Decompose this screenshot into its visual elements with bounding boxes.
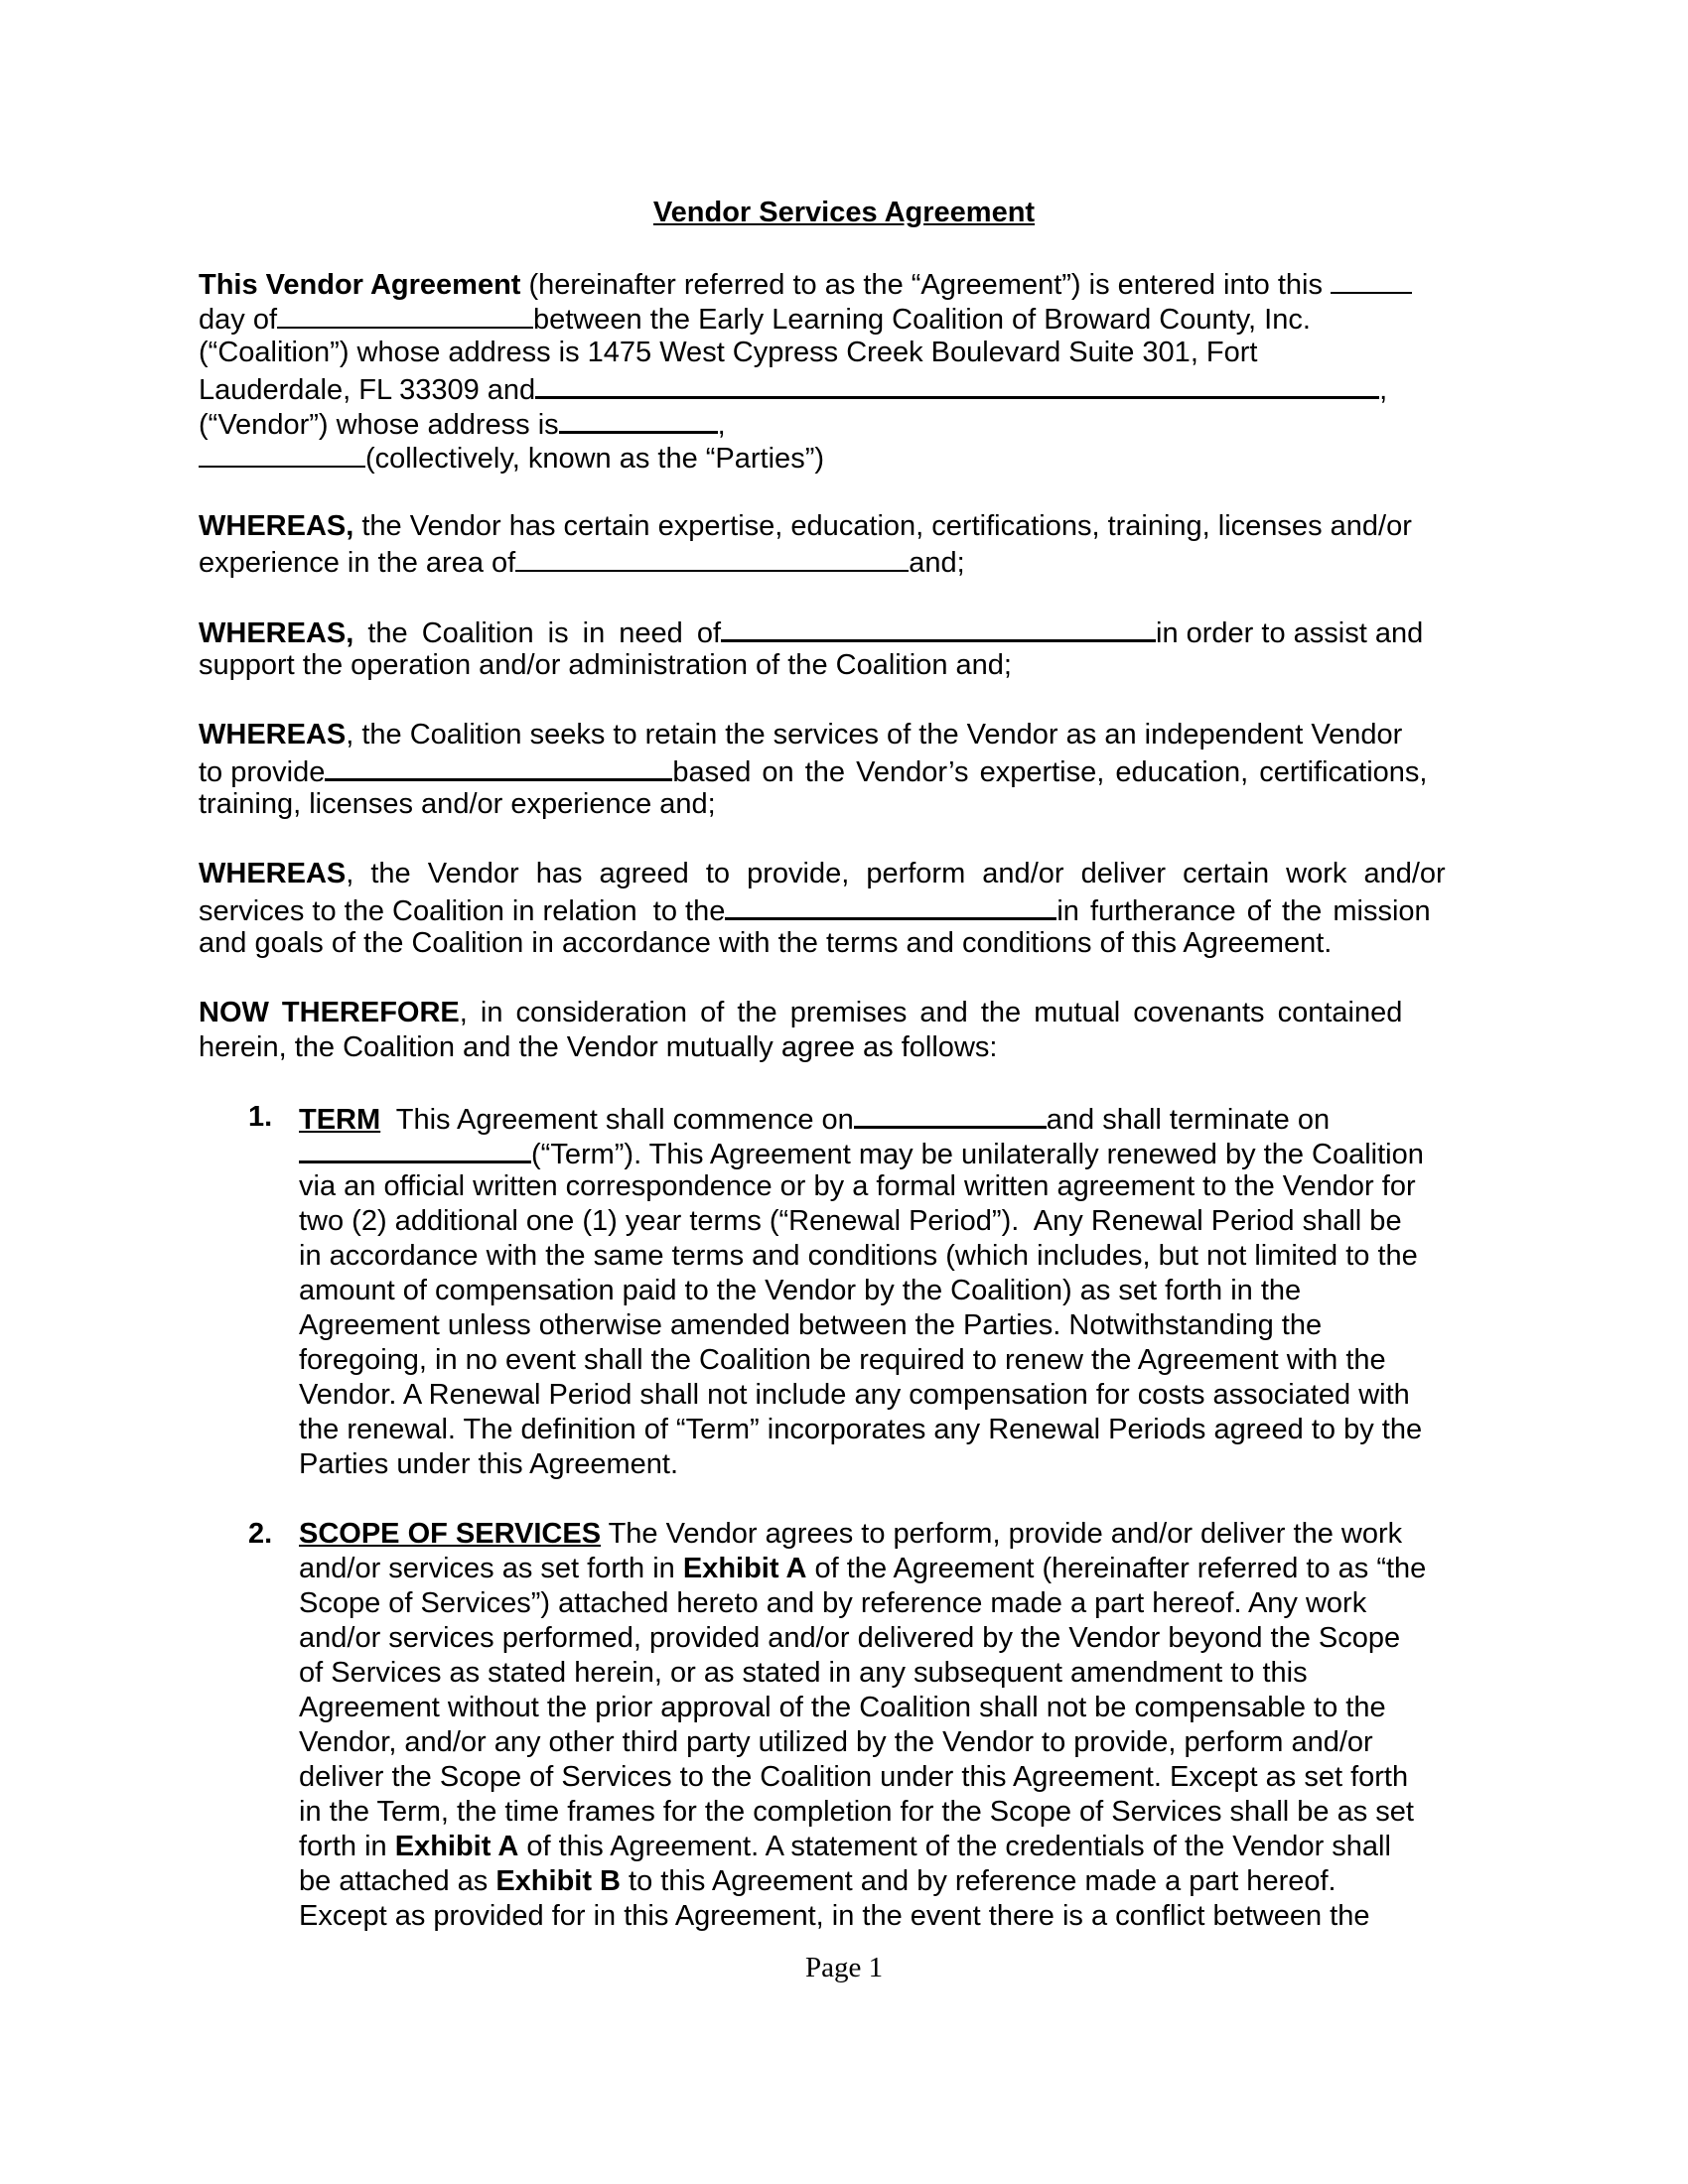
section-2-line-10 bbox=[299, 1830, 1391, 1864]
blank-service-provided-field[interactable] bbox=[325, 752, 672, 781]
section-1-line-2 bbox=[299, 1135, 1424, 1172]
section-2-line-7: Vendor, and/or any other third party utilized by the Vendor to provide, perform and/or bbox=[299, 1726, 1373, 1758]
whereas-text: and; bbox=[909, 547, 965, 579]
whereas-lead: WHEREAS, bbox=[199, 510, 354, 542]
whereas-text: based on the Vendor’s expertise, education, certifications, bbox=[672, 756, 1428, 788]
section-2-text: The Vendor agrees to perform, provide and/or deliver the work bbox=[601, 1518, 1403, 1550]
section-1-line-11: Parties under this Agreement. bbox=[299, 1448, 679, 1480]
whereas-4-line-2 bbox=[199, 891, 1431, 929]
intro-text: (“Vendor”) whose address is bbox=[199, 409, 559, 441]
whereas-1-line-2 bbox=[199, 544, 965, 581]
section-2-line-9: in the Term, the time frames for the completion for the Scope of Services shall be as set bbox=[299, 1796, 1414, 1828]
whereas-text: in furtherance of the mission bbox=[1056, 895, 1431, 927]
whereas-text: services to the Coalition in relation to the bbox=[199, 895, 726, 927]
blank-relation-field[interactable] bbox=[725, 891, 1056, 920]
section-2-text: be attached as bbox=[299, 1865, 496, 1897]
section-1-text: This Agreement shall commence on bbox=[380, 1104, 854, 1136]
section-1-text: and shall terminate on bbox=[1046, 1104, 1331, 1136]
whereas-2-line-1 bbox=[199, 614, 1423, 651]
whereas-4-line-3: and goals of the Coalition in accordance with the terms and conditions of this Agreement. bbox=[199, 927, 1333, 959]
section-2-line-1 bbox=[299, 1517, 1402, 1552]
section-2-text: forth in bbox=[299, 1831, 395, 1862]
section-2-line-6: Agreement without the prior approval of the Coalition shall not be compensable to the bbox=[299, 1692, 1386, 1723]
intro-line-1 bbox=[199, 266, 1412, 303]
whereas-lead: WHEREAS bbox=[199, 858, 347, 889]
blank-vendor-address-2-field[interactable] bbox=[199, 440, 365, 468]
page-footer bbox=[0, 1951, 1688, 1985]
whereas-text: in order to assist and bbox=[1156, 617, 1424, 649]
section-1-text: (“Term”). This Agreement may be unilaterally renewed by the Coalition bbox=[531, 1139, 1424, 1170]
intro-text: between the Early Learning Coalition of Broward County, Inc. bbox=[533, 304, 1311, 336]
intro-text: , bbox=[717, 409, 726, 441]
section-1-line-10: the renewal. The definition of “Term” incorporates any Renewal Periods agreed to by the bbox=[299, 1414, 1423, 1445]
document-title: Vendor Services Agreement bbox=[652, 197, 1036, 228]
section-2-line-3: Scope of Services”) attached hereto and by reference made a part hereof. Any work bbox=[299, 1587, 1367, 1619]
blank-coalition-need-field[interactable] bbox=[721, 614, 1156, 642]
whereas-text: experience in the area of bbox=[199, 547, 516, 579]
blank-commence-date-field[interactable] bbox=[854, 1100, 1047, 1129]
whereas-text: the Coalition is in need of bbox=[353, 617, 722, 649]
blank-month-field[interactable] bbox=[277, 301, 533, 329]
intro-text: (hereinafter referred to as the “Agreement”) is entered into this bbox=[520, 269, 1332, 301]
section-1-line-1 bbox=[299, 1100, 1330, 1138]
section-2-text: to this Agreement and by reference made a part hereof. bbox=[621, 1865, 1336, 1897]
section-1-line-6: amount of compensation paid to the Vendor by the Coalition) as set forth in the bbox=[299, 1275, 1302, 1306]
intro-text: Lauderdale, FL 33309 and bbox=[199, 374, 536, 406]
whereas-text: the Vendor has certain expertise, education, certifications, training, licenses and/or bbox=[353, 510, 1412, 542]
intro-line-6 bbox=[199, 440, 824, 477]
exhibit-a-reference: Exhibit A bbox=[394, 1831, 519, 1862]
section-2-line-12: Except as provided for in this Agreement, in the event there is a conflict between the bbox=[299, 1900, 1370, 1932]
section-2-text: and/or services as set forth in bbox=[299, 1553, 683, 1584]
section-1-heading: TERM bbox=[299, 1104, 381, 1136]
whereas-text: , the Vendor has agreed to provide, perform and/or deliver certain work and/or bbox=[346, 858, 1446, 889]
intro-text: day of bbox=[199, 304, 277, 336]
section-1-line-3: via an official written correspondence or by a formal written agreement to the Vendor for bbox=[299, 1170, 1416, 1202]
whereas-lead: WHEREAS, bbox=[199, 617, 354, 649]
intro-text: (collectively, known as the “Parties”) bbox=[365, 443, 825, 475]
whereas-4-line-1 bbox=[199, 857, 1446, 891]
whereas-text: to provide bbox=[199, 756, 326, 788]
page-label: Page bbox=[804, 1952, 869, 1983]
page-number: 1 bbox=[868, 1952, 884, 1983]
whereas-1-line-1 bbox=[199, 509, 1412, 544]
intro-line-5 bbox=[199, 405, 726, 443]
exhibit-b-reference: Exhibit B bbox=[495, 1865, 621, 1897]
section-2-heading: SCOPE OF SERVICES bbox=[299, 1518, 602, 1550]
section-2-text: of the Agreement (hereinafter referred to as “the bbox=[806, 1553, 1427, 1584]
intro-line-3: (“Coalition”) whose address is 1475 West Cypress Creek Boulevard Suite 301, Fort bbox=[199, 337, 1258, 368]
whereas-3-line-3: training, licenses and/or experience and; bbox=[199, 788, 716, 820]
section-1-number: 1. bbox=[248, 1101, 273, 1133]
intro-text: , bbox=[1379, 374, 1388, 406]
section-1-line-5: in accordance with the same terms and conditions (which includes, but not limited to the bbox=[299, 1240, 1418, 1272]
section-1-line-7: Agreement unless otherwise amended between the Parties. Notwithstanding the bbox=[299, 1309, 1323, 1341]
whereas-lead: WHEREAS bbox=[199, 719, 347, 751]
intro-bold-lead: This Vendor Agreement bbox=[199, 269, 521, 301]
blank-vendor-address-field[interactable] bbox=[559, 405, 718, 434]
blank-day-field[interactable] bbox=[1331, 266, 1412, 294]
section-2-text: of this Agreement. A statement of the credentials of the Vendor shall bbox=[518, 1831, 1391, 1862]
section-1-line-4: two (2) additional one (1) year terms (“Renewal Period”). Any Renewal Period shall be bbox=[299, 1205, 1402, 1237]
section-2-line-5: of Services as stated herein, or as stated in any subsequent amendment to this bbox=[299, 1657, 1308, 1689]
intro-line-4 bbox=[199, 370, 1387, 408]
whereas-3-line-1 bbox=[199, 718, 1402, 752]
now-therefore-line-1 bbox=[199, 996, 1402, 1030]
section-2-number: 2. bbox=[248, 1518, 273, 1550]
section-2-line-8: deliver the Scope of Services to the Coalition under this Agreement. Except as set forth bbox=[299, 1761, 1409, 1793]
exhibit-a-reference: Exhibit A bbox=[682, 1553, 807, 1584]
blank-expertise-area-field[interactable] bbox=[515, 544, 909, 572]
section-2-line-2 bbox=[299, 1552, 1426, 1586]
section-2-line-4: and/or services performed, provided and/or delivered by the Vendor beyond the Scope bbox=[299, 1622, 1401, 1654]
blank-vendor-name-field[interactable] bbox=[535, 370, 1379, 399]
whereas-2-line-2: support the operation and/or administration of the Coalition and; bbox=[199, 649, 1012, 681]
intro-line-2 bbox=[199, 301, 1311, 338]
section-1-line-8: foregoing, in no event shall the Coalition be required to renew the Agreement with the bbox=[299, 1344, 1386, 1376]
now-therefore-lead: NOW THEREFORE bbox=[199, 997, 460, 1028]
whereas-text: , the Coalition seeks to retain the services of the Vendor as an independent Vendor bbox=[346, 719, 1403, 751]
now-therefore-line-2: herein, the Coalition and the Vendor mutually agree as follows: bbox=[199, 1031, 998, 1063]
section-2-line-11 bbox=[299, 1864, 1336, 1899]
section-1-line-9: Vendor. A Renewal Period shall not include any compensation for costs associated with bbox=[299, 1379, 1410, 1411]
now-therefore-text: , in consideration of the premises and the mutual covenants contained bbox=[459, 997, 1403, 1028]
whereas-3-line-2 bbox=[199, 752, 1427, 790]
blank-terminate-date-field[interactable] bbox=[299, 1135, 531, 1163]
